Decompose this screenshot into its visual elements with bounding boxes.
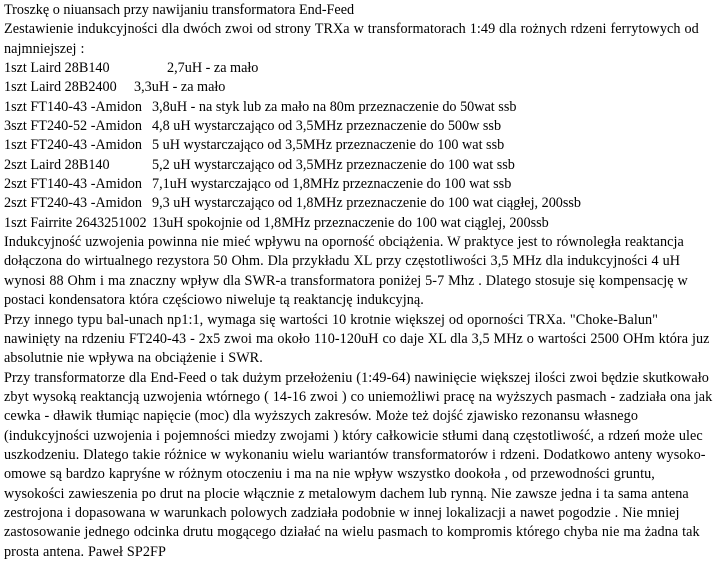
inductance-value-label: 3,3uH - za mało [134,79,226,96]
core-part-label: 1szt FT240-43 -Amidon [4,137,142,154]
inductance-value-label: 3,8uH - na styk lub za mało na 80m przeznaczenie do 50wat ssb [152,98,517,115]
document-paragraph: Przy transformatorze dla End-Feed o tak dużym przełożeniu (1:49-64) nawinięcie większej ilości zwoi będzie skutkowało zbyt wysoką reaktancją uzwojenia wtórnego ( 14-16 zwoi ) co uniemożliwi pracę na wyższych pasmach - zadziała ona jak cewka - dławik tłumiąc napięcie (moc) dla wyższych zakresów. Może też dojść zjawisko rezonansu własnego (indukcyjności uzwojenia i pojemności miedzy zwojami ) który całkowicie stłumi daną częstotliwość, a rdzeń może ulec uszkodzeniu. Dlatego takie różnice w wykonaniu wielu wariantów transformatorów i rdzeni. Dodatkowo anteny wysoko-omowe są bardzo kapryśne w różnym otoczeniu i ma na nie wpływ wszystko dookoła , od przewodności gruntu, wysokości zawieszenia po drut na plocie włącznie z metalowym dachem lub rynną. Nie zawsze jedna i ta sama antena zestrojona i dopasowana w warunkach polowych zadziała podobnie w innej lokalizacji a nawet pogodzie . Nie mniej zastosowanie jednego odcinka drutu mogącego działać na wielu pasmach to kompromis którego chyba nie ma żadna tak prosta antena. Paweł SP2FP [4,369,713,560]
inductance-row [4,156,714,175]
document-paragraphs [4,233,714,562]
inductance-row [4,175,714,194]
inductance-value-label: 7,1uH wystarczająco od 1,8MHz przeznaczenie do 100 wat ssb [152,176,512,193]
core-part-label: 2szt FT240-43 -Amidon [4,195,142,212]
inductance-row [4,214,714,233]
inductance-value-label: 2,7uH - za mało [167,60,259,77]
inductance-value-label: 4,8 uH wystarczająco od 3,5MHz przeznaczenie do 500w ssb [152,118,502,135]
core-part-label: 2szt FT140-43 -Amidon [4,176,142,193]
inductance-row [4,59,714,78]
document-intro: Zestawienie indukcyjności dla dwóch zwoi od strony TRXa w transformatorach 1:49 dla rożnych rdzeni ferrytowych od najmniejszej : [4,21,699,57]
inductance-table [4,59,714,233]
core-part-label: 1szt Laird 28B140 [4,60,110,77]
inductance-value-label: 5,2 uH wystarczająco od 3,5MHz przeznaczenie do 100 wat ssb [152,156,515,173]
inductance-row [4,98,714,117]
core-part-label: 1szt FT140-43 -Amidon [4,98,142,115]
core-part-label: 3szt FT240-52 -Amidon [4,118,142,135]
inductance-value-label: 13uH spokojnie od 1,8MHz przeznaczenie do 100 wat ciąglej, 200ssb [152,214,549,231]
document-paragraph: Indukcyjność uzwojenia powinna nie mieć wpływu na oporność obciążenia. W praktyce jest to równoległa reaktancja dołączona do wirtualnego rezystora 50 Ohm. Dla przykładu XL przy częstotliwości 3,5 MHz dla indukcyjności 4 uH wynosi 88 Ohm i ma znaczny wpływ dla SWR-a transformatora poniżej 5-7 Mhz . Dlatego stosuje się kompensację w postaci kondensatora która częściowo niweluje tą reaktancję indukcyjną. [4,234,688,309]
inductance-row [4,136,714,155]
inductance-row [4,194,714,213]
inductance-value-label: 9,3 uH wystarczająco od 1,8MHz przeznaczenie do 100 wat ciągłej, 200ssb [152,195,582,212]
core-part-label: 1szt Fairrite 2643251002 [4,214,147,231]
document-heading: Troszkę o niuansach przy nawijaniu transformatora End-Feed [4,2,355,18]
inductance-row [4,78,714,97]
inductance-row [4,117,714,136]
inductance-value-label: 5 uH wystarczająco od 3,5MHz przeznaczenie do 100 wat ssb [152,137,505,154]
core-part-label: 2szt Laird 28B140 [4,156,110,173]
document-paragraph: Przy innego typu bal-unach np1:1, wymaga się wartości 10 krotnie większej od oporności TRXa. "Choke-Balun" nawinięty na rdzeniu FT240-43 - 2x5 zwoi ma około 110-120uH co daje XL dla 3,5 MHz o wartości 2500 OHm która juz absolutnie nie wpływa na obciążenie i SWR. [4,311,710,367]
core-part-label: 1szt Laird 28B2400 [4,79,117,96]
